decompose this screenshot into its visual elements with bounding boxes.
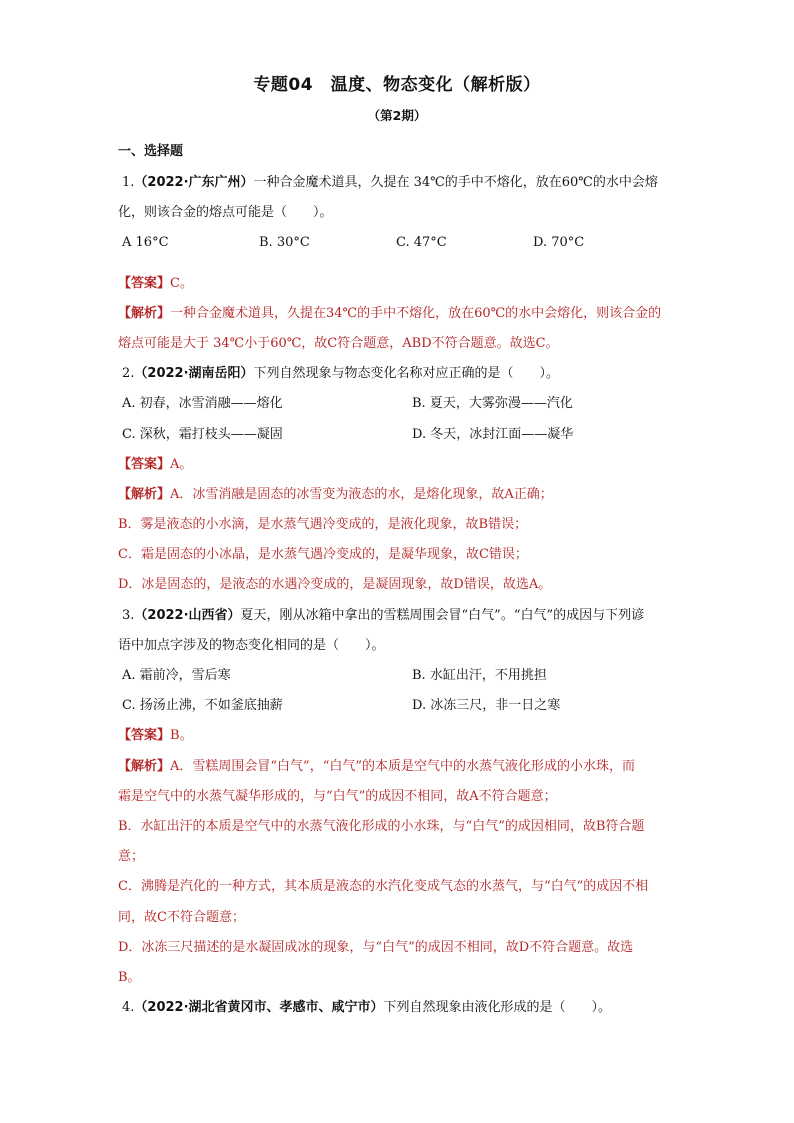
q3-analysis-line2: 霜是空气中的水蒸气凝华形成的，与“白气”的成因不相同，故A不符合题意； [118,788,557,804]
page-title: 专题04 温度、物态变化（解析版） [253,75,541,95]
q2-analysis-line3: C．霜是固态的小冰晶，是水蒸气遇冷变成的，是凝华现象，故C错误； [118,547,528,563]
q1-stem-line1: 1.（2022·广东广州）一种合金魔术道具，久提在 34℃的手中不熔化，放在60℃的水中会熔 [122,175,658,190]
q3-answer: 【答案】B。 [118,728,193,744]
q1-answer: 【答案】C。 [118,275,193,291]
q1-analysis-line1: 【解析】一种合金魔术道具，久提在34℃的手中不熔化，放在60℃的水中会熔化，则该合金的 [118,305,662,321]
q3-analysis-line7: D．冰冻三尺描述的是水凝固成冰的现象，与“白气”的成因不相同，故D不符合题意。故选 [118,939,634,955]
q2-analysis-line2: B．雾是液态的小水滴，是水蒸气遇冷变成的，是液化现象，故B错误； [118,517,528,533]
q2-answer: 【答案】A。 [118,456,193,472]
q2-options-row2 [118,420,702,450]
questions-content [118,168,702,1023]
q3-stem-line2: 语中加点字涉及的物态变化相同的是（ ）。 [118,637,385,653]
q2-analysis-line1: 【解析】A．冰雪消融是固态的冰雪变为液态的水，是熔化现象，故A正确； [118,486,553,502]
section-heading: 一、选择题 [118,144,184,159]
q3-option-c: C. 扬汤止沸，不如釜底抽薪 [122,698,283,714]
q1-option-a: A 16°C [122,235,169,251]
q2-analysis-line4: D．冰是固态的，是液态的水遇冷变成的，是凝固现象，故D错误，故选A。 [118,577,552,593]
q3-option-a: A. 霜前冷，雪后寒 [122,668,231,683]
q3-analysis-line6: 同，故C不符合题意； [118,909,245,925]
q1-analysis-line2: 熔点可能是大于 34℃小于60℃，故C符合题意，ABD不符合题意。故选C。 [118,335,559,351]
q2-option-b: B. 夏天，大雾弥漫——汽化 [412,396,573,412]
q3-options-row2 [118,691,702,721]
q3-option-d: D. 冰冻三尺，非一日之寒 [412,698,561,714]
q1-options [118,228,702,258]
q3-options-row1 [118,661,702,691]
q3-analysis-line4: 意； [118,849,145,865]
q1-stem-line2: 化，则该合金的熔点可能是（ ）。 [118,205,333,221]
q2-stem: 2.（2022·湖南岳阳）下列自然现象与物态变化名称对应正确的是（ ）。 [122,366,560,382]
q3-analysis-line8: B。 [118,969,141,985]
q1-option-c: C. 47°C [396,235,447,251]
q1-option-b: B. 30°C [259,235,310,251]
period-subtitle: （第2期） [367,108,427,123]
q3-analysis-line3: B．水缸出汗的本质是空气中的水蒸气液化形成的小水珠，与“白气”的成因相同，故B符合题 [118,818,645,834]
q3-analysis-line1: 【解析】A．雪糕周围会冒“白气”，“白气”的本质是空气中的水蒸气液化形成的小水珠，而 [118,758,635,774]
q2-option-d: D. 冬天，冰封江面——凝华 [412,426,574,442]
q4-stem: 4.（2022·湖北省黄冈市、孝感市、咸宁市）下列自然现象由液化形成的是（ ）。 [122,1000,612,1016]
q2-option-a: A. 初春，冰雪消融——熔化 [122,396,283,412]
q3-stem-line1: 3.（2022·山西省）夏天，刚从冰箱中拿出的雪糕周围会冒“白气”。“白气”的成因与下列谚 [122,607,645,623]
q1-option-d: D. 70°C [533,235,585,251]
q3-option-b: B. 水缸出汗，不用挑担 [412,668,547,683]
q2-option-c: C. 深秋，霜打枝头——凝固 [122,426,283,442]
q3-analysis-line5: C．沸腾是汽化的一种方式，其本质是液态的水汽化变成气态的水蒸气，与“白气”的成因不相 [118,879,649,895]
q2-options-row1 [118,389,702,419]
